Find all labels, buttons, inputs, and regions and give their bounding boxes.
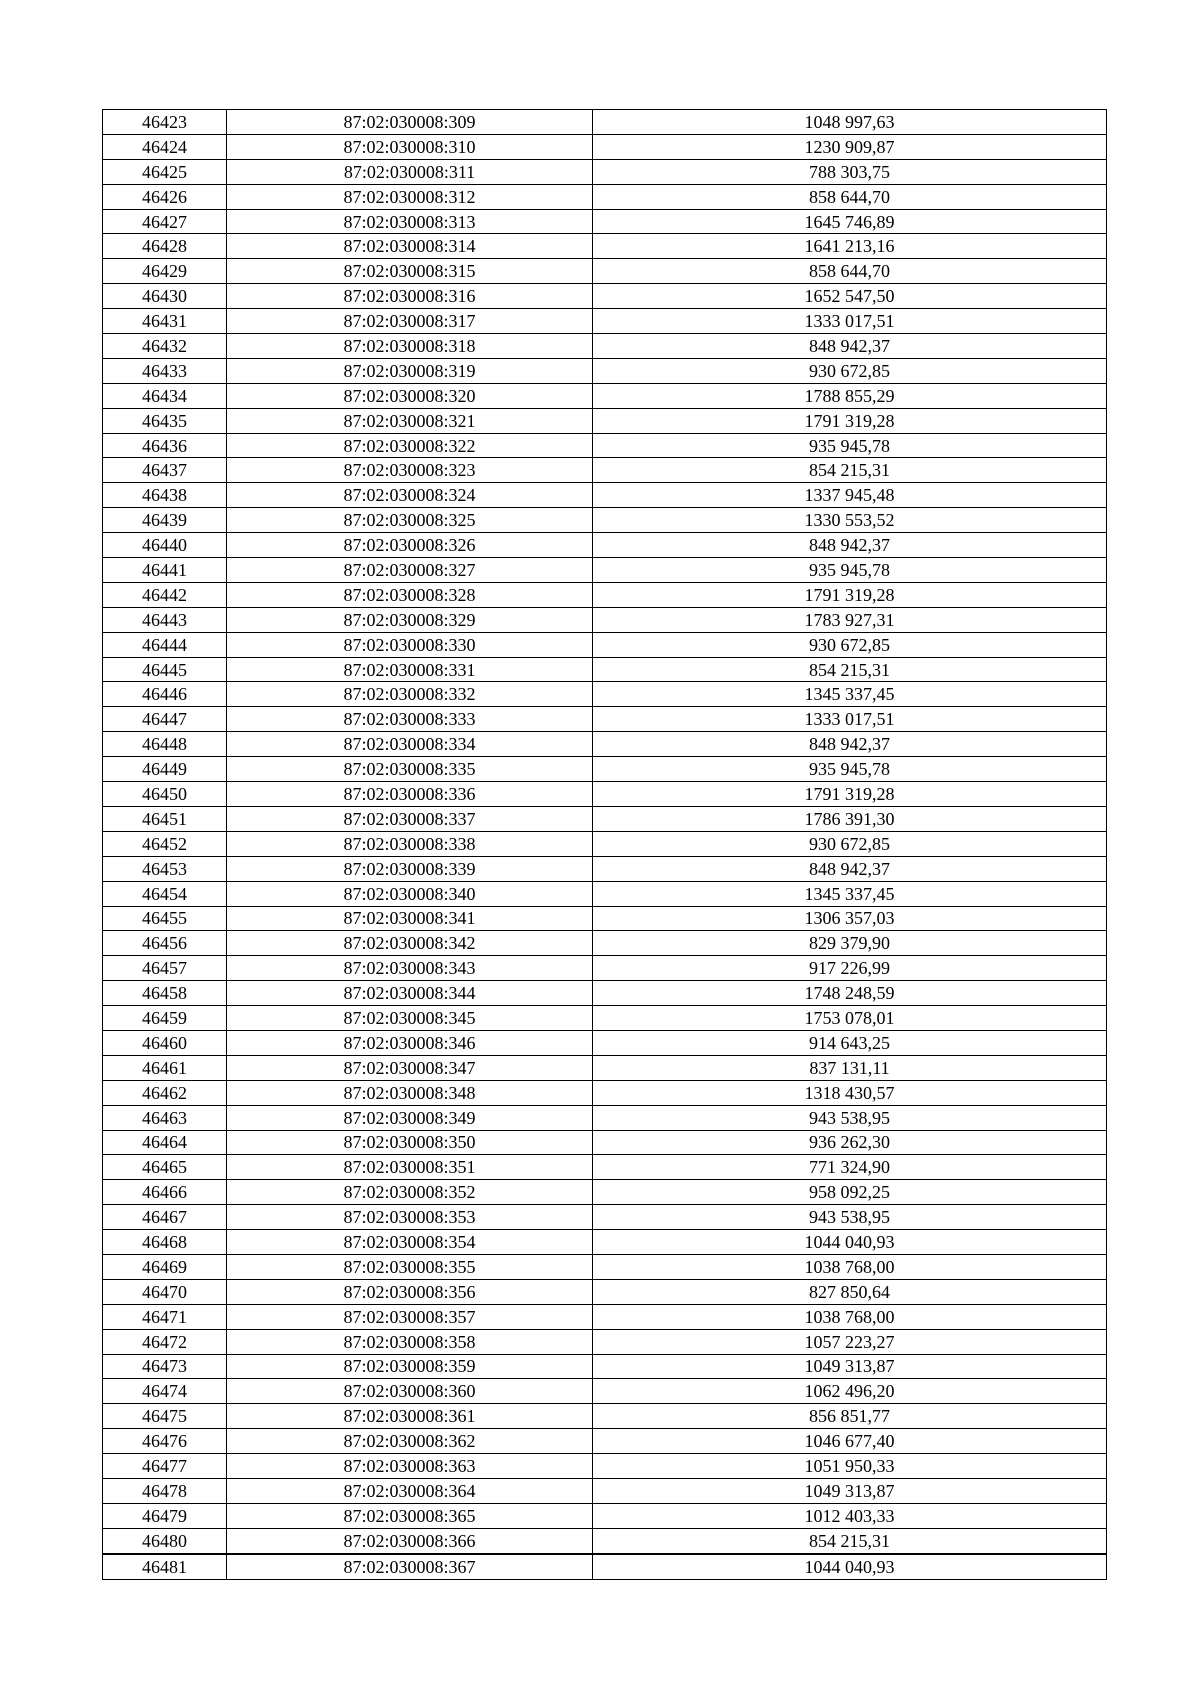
value-cell: 1051 950,33 xyxy=(593,1454,1107,1479)
table-row xyxy=(103,1130,1107,1155)
table-row xyxy=(103,508,1107,533)
table-body xyxy=(103,110,1107,1580)
value-cell: 914 643,25 xyxy=(593,1030,1107,1055)
row-number-cell: 46474 xyxy=(103,1379,227,1404)
value-cell: 1038 768,00 xyxy=(593,1304,1107,1329)
value-cell: 1306 357,03 xyxy=(593,906,1107,931)
table-row xyxy=(103,1429,1107,1454)
table-row xyxy=(103,931,1107,956)
row-number-cell: 46450 xyxy=(103,782,227,807)
value-cell: 858 644,70 xyxy=(593,184,1107,209)
table-row xyxy=(103,1354,1107,1379)
value-cell: 1230 909,87 xyxy=(593,134,1107,159)
cadastral-number-cell: 87:02:030008:312 xyxy=(227,184,593,209)
value-cell: 930 672,85 xyxy=(593,831,1107,856)
table-row xyxy=(103,632,1107,657)
table-row xyxy=(103,134,1107,159)
value-cell: 1046 677,40 xyxy=(593,1429,1107,1454)
value-cell: 1057 223,27 xyxy=(593,1329,1107,1354)
cadastral-number-cell: 87:02:030008:332 xyxy=(227,682,593,707)
cadastral-number-cell: 87:02:030008:357 xyxy=(227,1304,593,1329)
value-cell: 1791 319,28 xyxy=(593,582,1107,607)
table-row xyxy=(103,657,1107,682)
cadastral-number-cell: 87:02:030008:328 xyxy=(227,582,593,607)
value-cell: 935 945,78 xyxy=(593,757,1107,782)
cadastral-number-cell: 87:02:030008:325 xyxy=(227,508,593,533)
table-row xyxy=(103,159,1107,184)
cadastral-number-cell: 87:02:030008:314 xyxy=(227,234,593,259)
row-number-cell: 46451 xyxy=(103,806,227,831)
value-cell: 1048 997,63 xyxy=(593,110,1107,135)
value-cell: 1333 017,51 xyxy=(593,309,1107,334)
row-number-cell: 46446 xyxy=(103,682,227,707)
table-row xyxy=(103,1155,1107,1180)
value-cell: 854 215,31 xyxy=(593,657,1107,682)
cadastral-number-cell: 87:02:030008:323 xyxy=(227,458,593,483)
table-row xyxy=(103,682,1107,707)
value-cell: 848 942,37 xyxy=(593,856,1107,881)
row-number-cell: 46432 xyxy=(103,334,227,359)
cadastral-number-cell: 87:02:030008:344 xyxy=(227,981,593,1006)
row-number-cell: 46428 xyxy=(103,234,227,259)
value-cell: 1748 248,59 xyxy=(593,981,1107,1006)
row-number-cell: 46480 xyxy=(103,1528,227,1553)
cadastral-number-cell: 87:02:030008:366 xyxy=(227,1528,593,1553)
table-row xyxy=(103,1454,1107,1479)
cadastral-number-cell: 87:02:030008:340 xyxy=(227,881,593,906)
row-number-cell: 46442 xyxy=(103,582,227,607)
row-number-cell: 46436 xyxy=(103,433,227,458)
row-number-cell: 46467 xyxy=(103,1205,227,1230)
row-number-cell: 46462 xyxy=(103,1080,227,1105)
value-cell: 1318 430,57 xyxy=(593,1080,1107,1105)
value-cell: 848 942,37 xyxy=(593,732,1107,757)
cadastral-number-cell: 87:02:030008:359 xyxy=(227,1354,593,1379)
table-row xyxy=(103,806,1107,831)
row-number-cell: 46440 xyxy=(103,533,227,558)
value-cell: 1049 313,87 xyxy=(593,1478,1107,1503)
table-row xyxy=(103,358,1107,383)
table-row xyxy=(103,981,1107,1006)
cadastral-number-cell: 87:02:030008:356 xyxy=(227,1279,593,1304)
cadastral-number-cell: 87:02:030008:321 xyxy=(227,408,593,433)
row-number-cell: 46431 xyxy=(103,309,227,334)
row-number-cell: 46452 xyxy=(103,831,227,856)
row-number-cell: 46475 xyxy=(103,1404,227,1429)
row-number-cell: 46443 xyxy=(103,607,227,632)
value-cell: 1791 319,28 xyxy=(593,408,1107,433)
row-number-cell: 46470 xyxy=(103,1279,227,1304)
table-row xyxy=(103,1230,1107,1255)
table-row xyxy=(103,408,1107,433)
table-row xyxy=(103,707,1107,732)
table-row xyxy=(103,582,1107,607)
value-cell: 1791 319,28 xyxy=(593,782,1107,807)
table-row xyxy=(103,184,1107,209)
value-cell: 936 262,30 xyxy=(593,1130,1107,1155)
row-number-cell: 46478 xyxy=(103,1478,227,1503)
cadastral-number-cell: 87:02:030008:349 xyxy=(227,1105,593,1130)
row-number-cell: 46472 xyxy=(103,1329,227,1354)
table-row xyxy=(103,1329,1107,1354)
row-number-cell: 46459 xyxy=(103,1006,227,1031)
table-row xyxy=(103,1030,1107,1055)
row-number-cell: 46435 xyxy=(103,408,227,433)
table-row xyxy=(103,757,1107,782)
cadastral-number-cell: 87:02:030008:311 xyxy=(227,159,593,184)
table-row xyxy=(103,533,1107,558)
cadastral-number-cell: 87:02:030008:350 xyxy=(227,1130,593,1155)
row-number-cell: 46469 xyxy=(103,1254,227,1279)
cadastral-number-cell: 87:02:030008:348 xyxy=(227,1080,593,1105)
row-number-cell: 46463 xyxy=(103,1105,227,1130)
row-number-cell: 46433 xyxy=(103,358,227,383)
row-number-cell: 46476 xyxy=(103,1429,227,1454)
cadastral-number-cell: 87:02:030008:330 xyxy=(227,632,593,657)
cadastral-number-cell: 87:02:030008:353 xyxy=(227,1205,593,1230)
value-cell: 930 672,85 xyxy=(593,358,1107,383)
cadastral-number-cell: 87:02:030008:341 xyxy=(227,906,593,931)
value-cell: 1788 855,29 xyxy=(593,383,1107,408)
row-number-cell: 46439 xyxy=(103,508,227,533)
table-row xyxy=(103,1379,1107,1404)
row-number-cell: 46444 xyxy=(103,632,227,657)
cadastral-number-cell: 87:02:030008:324 xyxy=(227,483,593,508)
table-row xyxy=(103,1404,1107,1429)
cadastral-number-cell: 87:02:030008:346 xyxy=(227,1030,593,1055)
row-number-cell: 46447 xyxy=(103,707,227,732)
row-number-cell: 46430 xyxy=(103,284,227,309)
row-number-cell: 46429 xyxy=(103,259,227,284)
row-number-cell: 46454 xyxy=(103,881,227,906)
table-row xyxy=(103,607,1107,632)
table-row xyxy=(103,234,1107,259)
value-cell: 930 672,85 xyxy=(593,632,1107,657)
data-table xyxy=(102,109,1107,1580)
value-cell: 935 945,78 xyxy=(593,433,1107,458)
cadastral-number-cell: 87:02:030008:367 xyxy=(227,1554,593,1579)
table-row xyxy=(103,956,1107,981)
cadastral-number-cell: 87:02:030008:310 xyxy=(227,134,593,159)
cadastral-number-cell: 87:02:030008:317 xyxy=(227,309,593,334)
cadastral-number-cell: 87:02:030008:360 xyxy=(227,1379,593,1404)
table-row xyxy=(103,458,1107,483)
cadastral-number-cell: 87:02:030008:355 xyxy=(227,1254,593,1279)
cadastral-number-cell: 87:02:030008:333 xyxy=(227,707,593,732)
row-number-cell: 46427 xyxy=(103,209,227,234)
value-cell: 1652 547,50 xyxy=(593,284,1107,309)
value-cell: 1038 768,00 xyxy=(593,1254,1107,1279)
value-cell: 837 131,11 xyxy=(593,1055,1107,1080)
table-row xyxy=(103,1304,1107,1329)
value-cell: 856 851,77 xyxy=(593,1404,1107,1429)
row-number-cell: 46479 xyxy=(103,1503,227,1528)
value-cell: 1049 313,87 xyxy=(593,1354,1107,1379)
row-number-cell: 46461 xyxy=(103,1055,227,1080)
row-number-cell: 46441 xyxy=(103,558,227,583)
value-cell: 1786 391,30 xyxy=(593,806,1107,831)
cadastral-number-cell: 87:02:030008:313 xyxy=(227,209,593,234)
row-number-cell: 46473 xyxy=(103,1354,227,1379)
cadastral-number-cell: 87:02:030008:342 xyxy=(227,931,593,956)
value-cell: 1012 403,33 xyxy=(593,1503,1107,1528)
table-row xyxy=(103,1180,1107,1205)
row-number-cell: 46468 xyxy=(103,1230,227,1255)
value-cell: 854 215,31 xyxy=(593,1528,1107,1553)
row-number-cell: 46455 xyxy=(103,906,227,931)
row-number-cell: 46453 xyxy=(103,856,227,881)
table-row xyxy=(103,732,1107,757)
table-row xyxy=(103,881,1107,906)
value-cell: 788 303,75 xyxy=(593,159,1107,184)
cadastral-number-cell: 87:02:030008:354 xyxy=(227,1230,593,1255)
cadastral-number-cell: 87:02:030008:327 xyxy=(227,558,593,583)
value-cell: 827 850,64 xyxy=(593,1279,1107,1304)
cadastral-number-cell: 87:02:030008:322 xyxy=(227,433,593,458)
cadastral-number-cell: 87:02:030008:316 xyxy=(227,284,593,309)
cadastral-number-cell: 87:02:030008:334 xyxy=(227,732,593,757)
table-row xyxy=(103,1478,1107,1503)
table-row xyxy=(103,209,1107,234)
row-number-cell: 46457 xyxy=(103,956,227,981)
cadastral-number-cell: 87:02:030008:345 xyxy=(227,1006,593,1031)
table-row xyxy=(103,433,1107,458)
table-row xyxy=(103,831,1107,856)
value-cell: 858 644,70 xyxy=(593,259,1107,284)
value-cell: 1645 746,89 xyxy=(593,209,1107,234)
value-cell: 1330 553,52 xyxy=(593,508,1107,533)
cadastral-number-cell: 87:02:030008:358 xyxy=(227,1329,593,1354)
cadastral-number-cell: 87:02:030008:343 xyxy=(227,956,593,981)
row-number-cell: 46458 xyxy=(103,981,227,1006)
table-row xyxy=(103,284,1107,309)
cadastral-number-cell: 87:02:030008:335 xyxy=(227,757,593,782)
table-row xyxy=(103,259,1107,284)
row-number-cell: 46464 xyxy=(103,1130,227,1155)
table-row xyxy=(103,1254,1107,1279)
row-number-cell: 46449 xyxy=(103,757,227,782)
table-row xyxy=(103,1080,1107,1105)
table-row xyxy=(103,334,1107,359)
row-number-cell: 46445 xyxy=(103,657,227,682)
cadastral-number-cell: 87:02:030008:329 xyxy=(227,607,593,632)
value-cell: 958 092,25 xyxy=(593,1180,1107,1205)
cadastral-number-cell: 87:02:030008:309 xyxy=(227,110,593,135)
cadastral-number-cell: 87:02:030008:352 xyxy=(227,1180,593,1205)
row-number-cell: 46481 xyxy=(103,1554,227,1579)
table-row xyxy=(103,1279,1107,1304)
value-cell: 935 945,78 xyxy=(593,558,1107,583)
table-row xyxy=(103,558,1107,583)
row-number-cell: 46426 xyxy=(103,184,227,209)
table-row xyxy=(103,309,1107,334)
cadastral-number-cell: 87:02:030008:315 xyxy=(227,259,593,284)
value-cell: 943 538,95 xyxy=(593,1205,1107,1230)
value-cell: 943 538,95 xyxy=(593,1105,1107,1130)
value-cell: 1044 040,93 xyxy=(593,1230,1107,1255)
table-row xyxy=(103,1205,1107,1230)
cadastral-number-cell: 87:02:030008:331 xyxy=(227,657,593,682)
value-cell: 1753 078,01 xyxy=(593,1006,1107,1031)
cadastral-number-cell: 87:02:030008:319 xyxy=(227,358,593,383)
cadastral-number-cell: 87:02:030008:338 xyxy=(227,831,593,856)
row-number-cell: 46437 xyxy=(103,458,227,483)
row-number-cell: 46425 xyxy=(103,159,227,184)
cadastral-number-cell: 87:02:030008:336 xyxy=(227,782,593,807)
value-cell: 1333 017,51 xyxy=(593,707,1107,732)
row-number-cell: 46460 xyxy=(103,1030,227,1055)
value-cell: 917 226,99 xyxy=(593,956,1107,981)
value-cell: 1641 213,16 xyxy=(593,234,1107,259)
row-number-cell: 46434 xyxy=(103,383,227,408)
value-cell: 848 942,37 xyxy=(593,334,1107,359)
row-number-cell: 46438 xyxy=(103,483,227,508)
value-cell: 1783 927,31 xyxy=(593,607,1107,632)
cadastral-number-cell: 87:02:030008:364 xyxy=(227,1478,593,1503)
cadastral-number-cell: 87:02:030008:339 xyxy=(227,856,593,881)
cadastral-number-cell: 87:02:030008:320 xyxy=(227,383,593,408)
row-number-cell: 46423 xyxy=(103,110,227,135)
row-number-cell: 46477 xyxy=(103,1454,227,1479)
value-cell: 1062 496,20 xyxy=(593,1379,1107,1404)
cadastral-number-cell: 87:02:030008:362 xyxy=(227,1429,593,1454)
table-row xyxy=(103,1528,1107,1553)
value-cell: 854 215,31 xyxy=(593,458,1107,483)
table-row xyxy=(103,110,1107,135)
row-number-cell: 46471 xyxy=(103,1304,227,1329)
cadastral-number-cell: 87:02:030008:365 xyxy=(227,1503,593,1528)
cadastral-number-cell: 87:02:030008:347 xyxy=(227,1055,593,1080)
table-row xyxy=(103,856,1107,881)
value-cell: 1345 337,45 xyxy=(593,682,1107,707)
table-row xyxy=(103,483,1107,508)
row-number-cell: 46448 xyxy=(103,732,227,757)
row-number-cell: 46465 xyxy=(103,1155,227,1180)
table-row xyxy=(103,1055,1107,1080)
value-cell: 771 324,90 xyxy=(593,1155,1107,1180)
table-row xyxy=(103,782,1107,807)
cadastral-number-cell: 87:02:030008:326 xyxy=(227,533,593,558)
cadastral-number-cell: 87:02:030008:363 xyxy=(227,1454,593,1479)
row-number-cell: 46456 xyxy=(103,931,227,956)
row-number-cell: 46424 xyxy=(103,134,227,159)
value-cell: 1044 040,93 xyxy=(593,1554,1107,1579)
cadastral-number-cell: 87:02:030008:361 xyxy=(227,1404,593,1429)
value-cell: 1337 945,48 xyxy=(593,483,1107,508)
table-row xyxy=(103,1105,1107,1130)
cadastral-number-cell: 87:02:030008:337 xyxy=(227,806,593,831)
table-row xyxy=(103,383,1107,408)
table-row xyxy=(103,1554,1107,1579)
cadastral-number-cell: 87:02:030008:318 xyxy=(227,334,593,359)
row-number-cell: 46466 xyxy=(103,1180,227,1205)
table-row xyxy=(103,1006,1107,1031)
value-cell: 848 942,37 xyxy=(593,533,1107,558)
table-row xyxy=(103,906,1107,931)
cadastral-number-cell: 87:02:030008:351 xyxy=(227,1155,593,1180)
value-cell: 829 379,90 xyxy=(593,931,1107,956)
table-row xyxy=(103,1503,1107,1528)
value-cell: 1345 337,45 xyxy=(593,881,1107,906)
